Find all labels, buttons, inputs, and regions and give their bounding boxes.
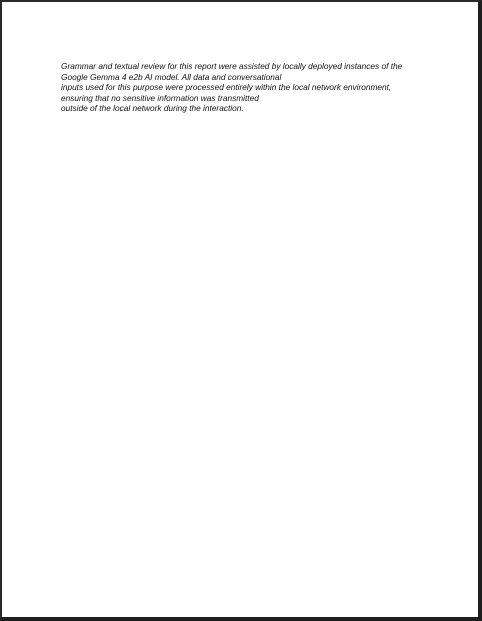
disclosure-line: Google Gemma 4 e2b AI model. All data and conversational bbox=[61, 71, 282, 82]
disclosure-line: ensuring that no sensitive information was transmitted bbox=[61, 92, 259, 103]
disclosure-line: outside of the local network during the interaction. bbox=[61, 103, 244, 114]
disclosure-line: Grammar and textual review for this report were assisted by locally deployed instances of the bbox=[61, 61, 403, 71]
disclosure-line: inputs used for this purpose were processed entirely within the local network environment, bbox=[61, 82, 392, 93]
ai-disclosure-paragraph bbox=[61, 61, 441, 114]
